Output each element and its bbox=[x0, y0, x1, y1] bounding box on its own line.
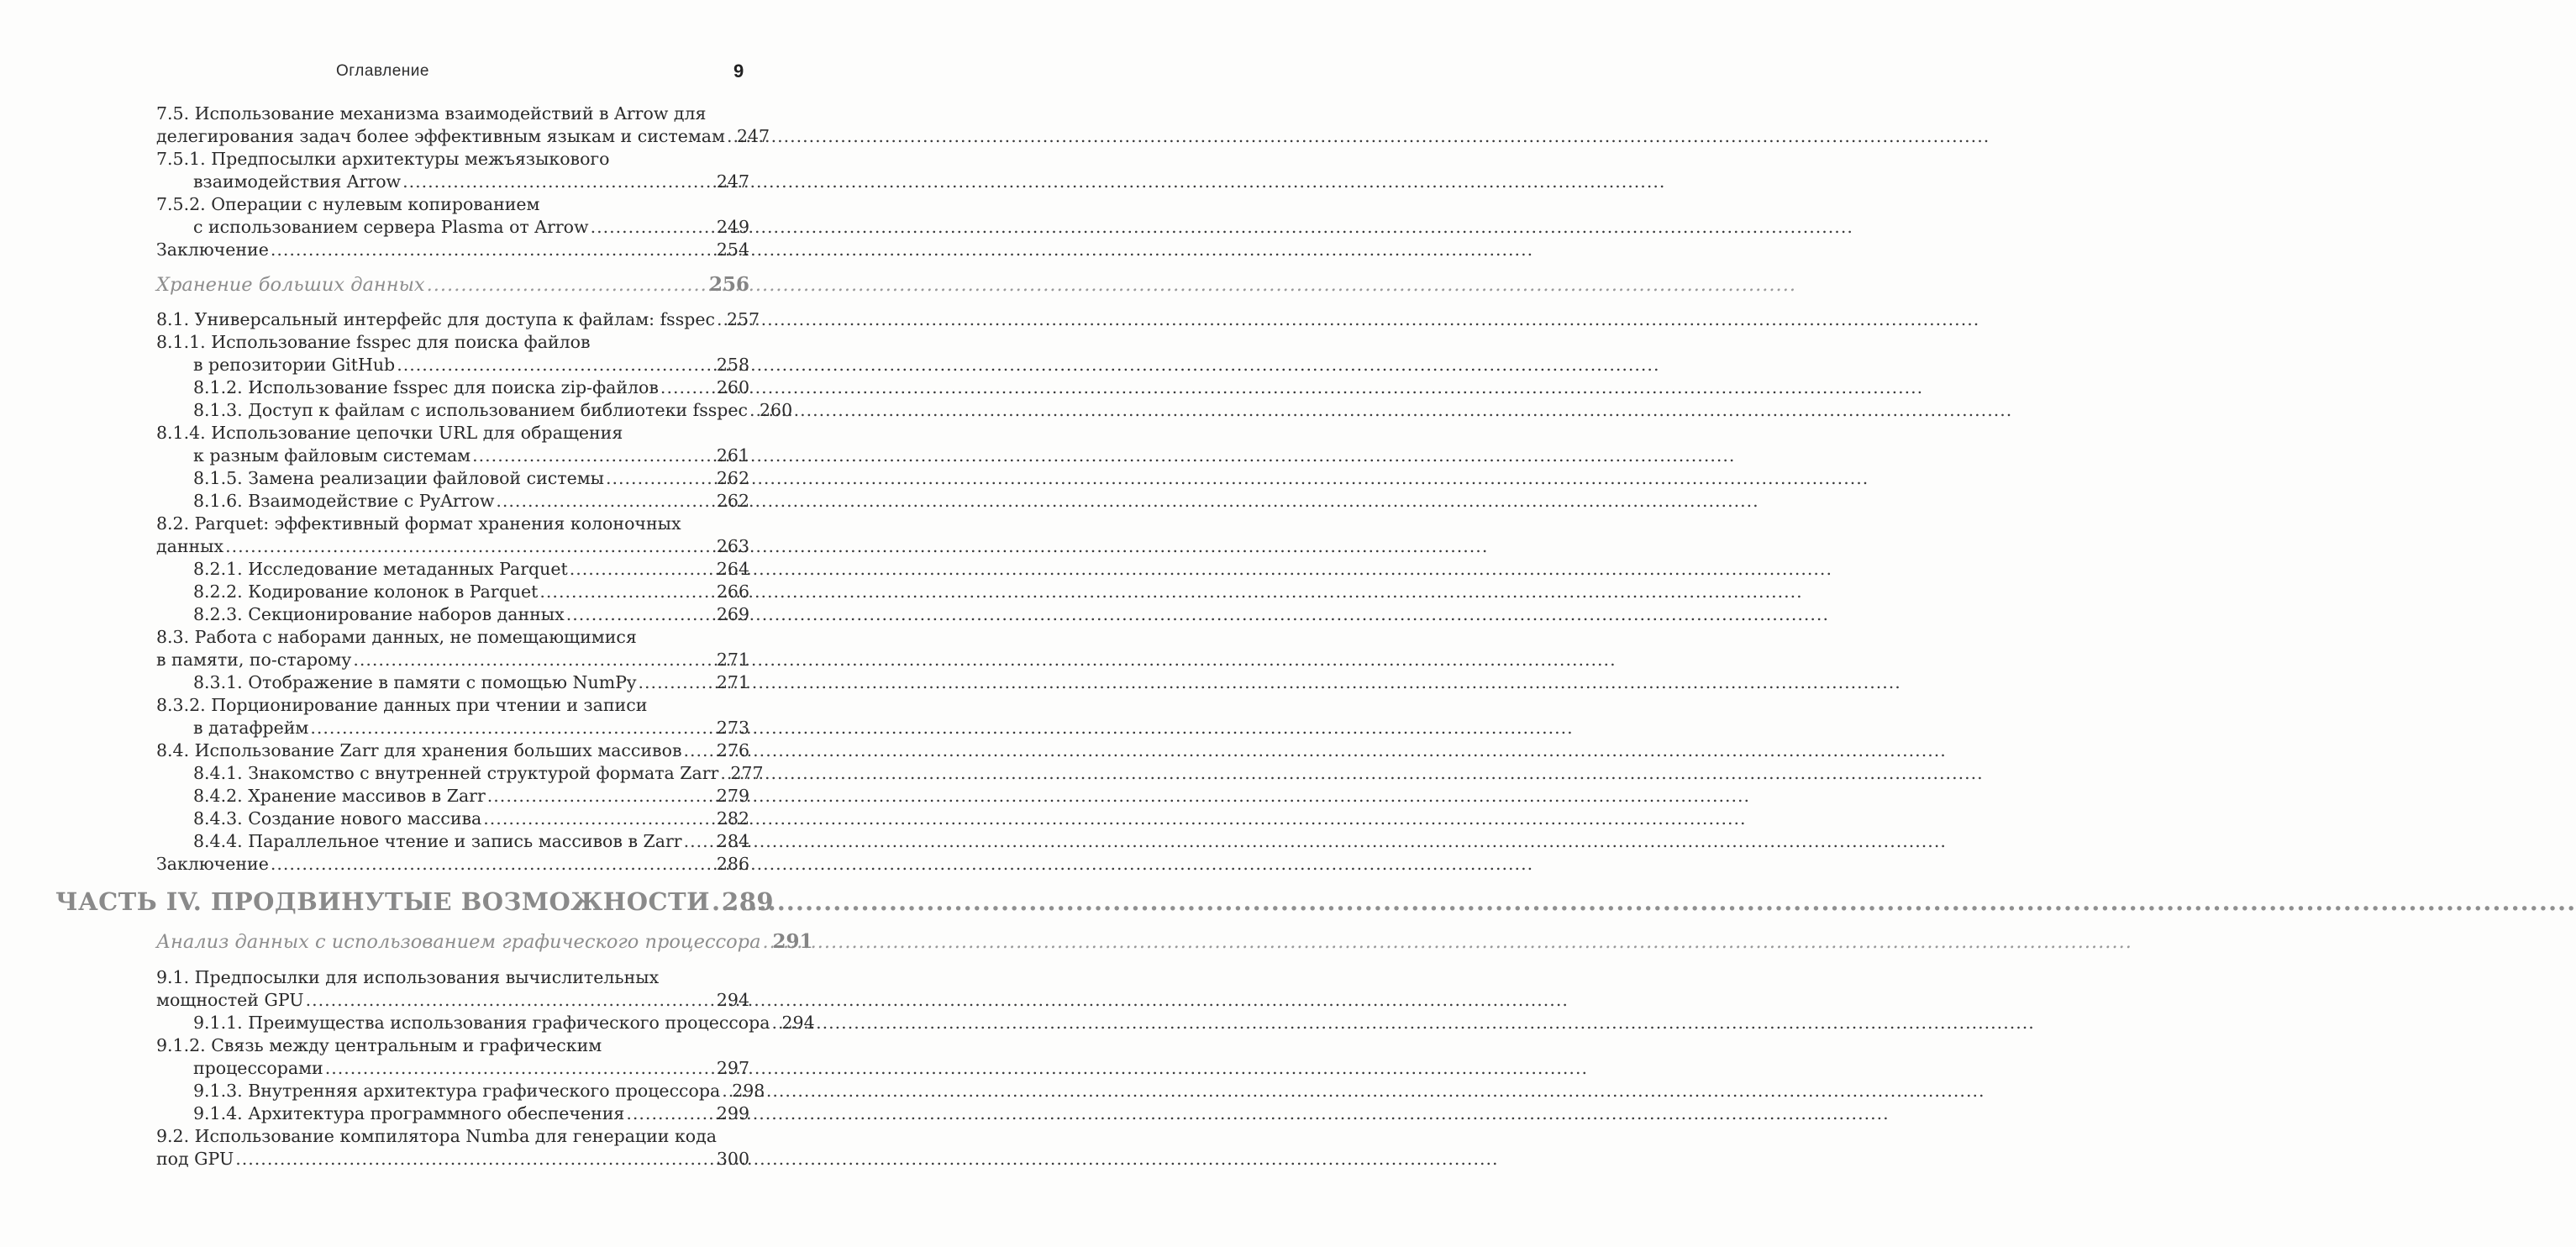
toc-entry bbox=[193, 171, 749, 193]
toc-entry-title: к разным файловым системам bbox=[193, 445, 471, 466]
toc-leader-dots bbox=[271, 239, 715, 261]
toc-entry bbox=[156, 331, 749, 354]
toc-entry-title: с использованием сервера Plasma от Arrow bbox=[193, 217, 589, 237]
toc-leader-dots bbox=[684, 830, 715, 853]
toc-leader-dots bbox=[539, 581, 714, 603]
toc-page-number: 249 bbox=[716, 217, 749, 237]
toc-page-number: 282 bbox=[716, 808, 749, 829]
toc-entry bbox=[156, 103, 749, 125]
toc-leader-dots bbox=[639, 671, 715, 694]
toc-page-number: 271 bbox=[716, 672, 749, 692]
toc-page-number: 266 bbox=[716, 581, 749, 602]
toc-entry-title: в датафрейм bbox=[193, 718, 309, 738]
toc-entry-title: 8.3.1. Отображение в памяти с помощью NumPy bbox=[193, 672, 637, 692]
toc-leader-dots bbox=[712, 885, 720, 918]
toc-entry-title: 8.4.4. Параллельное чтение и запись массивов в Zarr bbox=[193, 831, 682, 851]
toc-leader-dots bbox=[472, 445, 715, 467]
toc-entry bbox=[156, 535, 749, 558]
toc-entry-title: 9.1.4. Архитектура программного обеспечения bbox=[193, 1103, 625, 1123]
toc-page-number: 279 bbox=[716, 786, 749, 806]
toc-entry-title: 8.1. Универсальный интерфейс для доступа к файлам: fsspec bbox=[156, 309, 715, 329]
toc-entry-title: 8.1.5. Замена реализации файловой системы bbox=[193, 468, 604, 488]
toc-entry-title: 9.1. Предпосылки для использования вычислительных bbox=[156, 967, 660, 987]
toc-entry-title: Заключение bbox=[156, 239, 269, 260]
toc-entry bbox=[193, 558, 749, 581]
toc-entry-title: Анализ данных с использованием графического процессора bbox=[156, 931, 761, 953]
toc-leader-dots bbox=[626, 1102, 714, 1125]
toc-entry-title: мощностей GPU bbox=[156, 990, 304, 1010]
toc-leader-dots bbox=[606, 467, 715, 490]
toc-entry bbox=[193, 467, 749, 490]
toc-entry bbox=[193, 808, 749, 830]
toc-page-number: 286 bbox=[716, 854, 749, 874]
toc-chapter-heading bbox=[156, 271, 749, 299]
toc-entry bbox=[156, 422, 749, 445]
toc-page-number: 294 bbox=[716, 990, 749, 1010]
toc-leader-dots bbox=[570, 558, 715, 581]
toc-entry bbox=[193, 785, 749, 808]
toc-entry-title: под GPU bbox=[156, 1149, 234, 1169]
toc-leader-dots bbox=[722, 1080, 730, 1102]
toc-entry-title: 8.4.3. Создание нового массива bbox=[193, 808, 482, 829]
toc-page-number: 276 bbox=[716, 740, 749, 760]
toc-page-number: 263 bbox=[716, 536, 749, 556]
toc-entry-title: 8.1.3. Доступ к файлам с использованием библиотеки fsspec bbox=[193, 400, 748, 420]
toc-entry-title: делегирования задач более эффективным языкам и системам bbox=[156, 126, 725, 146]
toc-entry-title: 9.1.3. Внутренняя архитектура графического процессора bbox=[193, 1081, 721, 1101]
toc-page-number: 273 bbox=[716, 718, 749, 738]
toc-page-number: 277 bbox=[730, 763, 764, 783]
toc-page-number: 256 bbox=[708, 273, 749, 296]
toc-page-number: 284 bbox=[716, 831, 749, 851]
toc-page-number: 291 bbox=[772, 930, 813, 953]
toc-leader-dots bbox=[306, 989, 715, 1012]
toc-entry bbox=[193, 717, 749, 739]
toc-entry-title: ЧАСТЬ IV. ПРОДВИНУТЫЕ ВОЗМОЖНОСТИ bbox=[55, 887, 711, 916]
toc-entry-title: 8.4.2. Хранение массивов в Zarr bbox=[193, 786, 486, 806]
toc-entry-title: 8.1.2. Использование fsspec для поиска zip-файлов bbox=[193, 377, 659, 397]
toc-entry bbox=[193, 445, 749, 467]
toc-entry bbox=[156, 513, 749, 535]
toc-entry bbox=[156, 1125, 749, 1148]
toc-page-number: 260 bbox=[716, 377, 749, 397]
toc-leader-dots bbox=[402, 171, 715, 193]
toc-entry-title: 7.5.2. Операции с нулевым копированием bbox=[156, 194, 540, 214]
toc-leader-dots bbox=[235, 1148, 715, 1171]
toc-chapter-heading bbox=[156, 928, 813, 956]
toc-page-number: 260 bbox=[759, 400, 793, 420]
toc-entry-title: в репозитории GitHub bbox=[193, 355, 396, 375]
table-of-contents bbox=[0, 0, 840, 1247]
toc-entry-title: процессорами bbox=[193, 1058, 323, 1078]
toc-entry bbox=[156, 308, 760, 331]
toc-leader-dots bbox=[717, 308, 725, 331]
toc-leader-dots bbox=[225, 535, 715, 558]
toc-entry bbox=[193, 490, 749, 513]
toc-entry bbox=[156, 626, 749, 649]
toc-entry bbox=[193, 376, 749, 399]
toc-leader-dots bbox=[310, 717, 714, 739]
toc-page-number: 300 bbox=[716, 1149, 749, 1169]
toc-entry bbox=[156, 966, 749, 989]
toc-leader-dots bbox=[683, 739, 714, 762]
toc-leader-dots bbox=[325, 1057, 715, 1080]
toc-page-number: 254 bbox=[716, 239, 749, 260]
toc-entry-title: 8.3. Работа с наборами данных, не помещающимися bbox=[156, 627, 637, 647]
toc-entry bbox=[193, 830, 749, 853]
toc-entry-title: 9.1.1. Преимущества использования графического процессора bbox=[193, 1013, 770, 1033]
toc-entry bbox=[156, 739, 749, 762]
toc-entry-title: 8.1.4. Использование цепочки URL для обращения bbox=[156, 423, 623, 443]
toc-leader-dots bbox=[271, 853, 715, 876]
header-title: Оглавление bbox=[336, 62, 429, 80]
toc-entry-title: 8.2.1. Исследование метаданных Parquet bbox=[193, 559, 568, 579]
toc-leader-dots bbox=[353, 649, 715, 671]
toc-leader-dots bbox=[660, 376, 715, 399]
toc-page-number: 247 bbox=[716, 171, 749, 192]
toc-page-number: 269 bbox=[716, 604, 749, 624]
toc-page-number: 289 bbox=[722, 887, 775, 916]
toc-part-heading bbox=[55, 885, 775, 918]
toc-entry-title: 8.1.6. Взаимодействие с PyArrow bbox=[193, 491, 495, 511]
toc-page-number: 262 bbox=[716, 491, 749, 511]
toc-leader-dots bbox=[749, 399, 758, 422]
header-page-number: 9 bbox=[733, 61, 744, 82]
toc-entry-title: 8.1.1. Использование fsspec для поиска файлов bbox=[156, 332, 591, 352]
toc-page-number: 297 bbox=[716, 1058, 749, 1078]
toc-entry bbox=[156, 239, 749, 261]
toc-entry bbox=[156, 125, 770, 148]
toc-page-number: 257 bbox=[726, 309, 760, 329]
toc-entry-title: 9.2. Использование компилятора Numba для генерации кода bbox=[156, 1126, 717, 1146]
toc-page-number: 299 bbox=[716, 1103, 749, 1123]
toc-page-number: 261 bbox=[716, 445, 749, 466]
toc-page-number: 264 bbox=[716, 559, 749, 579]
toc-leader-dots bbox=[772, 1012, 781, 1034]
toc-page-number: 271 bbox=[716, 650, 749, 670]
toc-entry bbox=[193, 1102, 749, 1125]
toc-entry-title: 9.1.2. Связь между центральным и графическим bbox=[156, 1035, 602, 1055]
toc-entry bbox=[156, 1148, 749, 1171]
toc-page-number: 247 bbox=[736, 126, 770, 146]
toc-page-number: 298 bbox=[732, 1081, 765, 1101]
toc-entry bbox=[156, 1034, 749, 1057]
toc-leader-dots bbox=[483, 808, 715, 830]
toc-page-number: 258 bbox=[716, 355, 749, 375]
toc-entry bbox=[156, 853, 749, 876]
toc-leader-dots bbox=[720, 762, 728, 785]
toc-entry bbox=[156, 649, 749, 671]
toc-entry-title: 7.5. Использование механизма взаимодействий в Arrow для bbox=[156, 103, 707, 124]
toc-leader-dots bbox=[496, 490, 714, 513]
toc-entry bbox=[193, 581, 749, 603]
toc-leader-dots bbox=[397, 354, 715, 376]
toc-entry bbox=[193, 671, 749, 694]
toc-entry bbox=[193, 1057, 749, 1080]
toc-entry-title: в памяти, по-старому bbox=[156, 650, 352, 670]
toc-entry bbox=[193, 216, 749, 239]
toc-page-number: 294 bbox=[781, 1013, 815, 1033]
toc-leader-dots bbox=[727, 125, 735, 148]
toc-leader-dots bbox=[763, 928, 771, 956]
toc-entry bbox=[193, 1012, 815, 1034]
toc-entry bbox=[193, 1080, 765, 1102]
toc-page-number: 262 bbox=[716, 468, 749, 488]
toc-entry bbox=[193, 354, 749, 376]
toc-entry bbox=[156, 148, 749, 171]
toc-entry-title: 7.5.1. Предпосылки архитектуры межъязыкового bbox=[156, 149, 610, 169]
toc-leader-dots bbox=[591, 216, 715, 239]
toc-entry bbox=[193, 399, 793, 422]
toc-entry-title: 8.3.2. Порционирование данных при чтении и записи bbox=[156, 695, 648, 715]
toc-entry bbox=[193, 603, 749, 626]
toc-leader-dots bbox=[427, 271, 707, 299]
toc-entry-title: 8.4. Использование Zarr для хранения больших массивов bbox=[156, 740, 682, 760]
toc-leader-dots bbox=[487, 785, 715, 808]
toc-entry bbox=[193, 762, 764, 785]
toc-entry-title: Хранение больших данных bbox=[156, 274, 425, 296]
toc-entry-title: 8.2. Parquet: эффективный формат хранения колоночных bbox=[156, 513, 681, 534]
toc-entry bbox=[156, 193, 749, 216]
toc-entry-title: Заключение bbox=[156, 854, 269, 874]
toc-entry-title: 8.4.1. Знакомство с внутренней структурой формата Zarr bbox=[193, 763, 719, 783]
toc-entry-title: 8.2.2. Кодирование колонок в Parquet bbox=[193, 581, 539, 602]
toc-entry bbox=[156, 989, 749, 1012]
toc-entry-title: данных bbox=[156, 536, 224, 556]
toc-leader-dots bbox=[566, 603, 715, 626]
toc-entry-title: взаимодействия Arrow bbox=[193, 171, 402, 192]
toc-entry bbox=[156, 694, 749, 717]
toc-entry-title: 8.2.3. Секционирование наборов данных bbox=[193, 604, 565, 624]
